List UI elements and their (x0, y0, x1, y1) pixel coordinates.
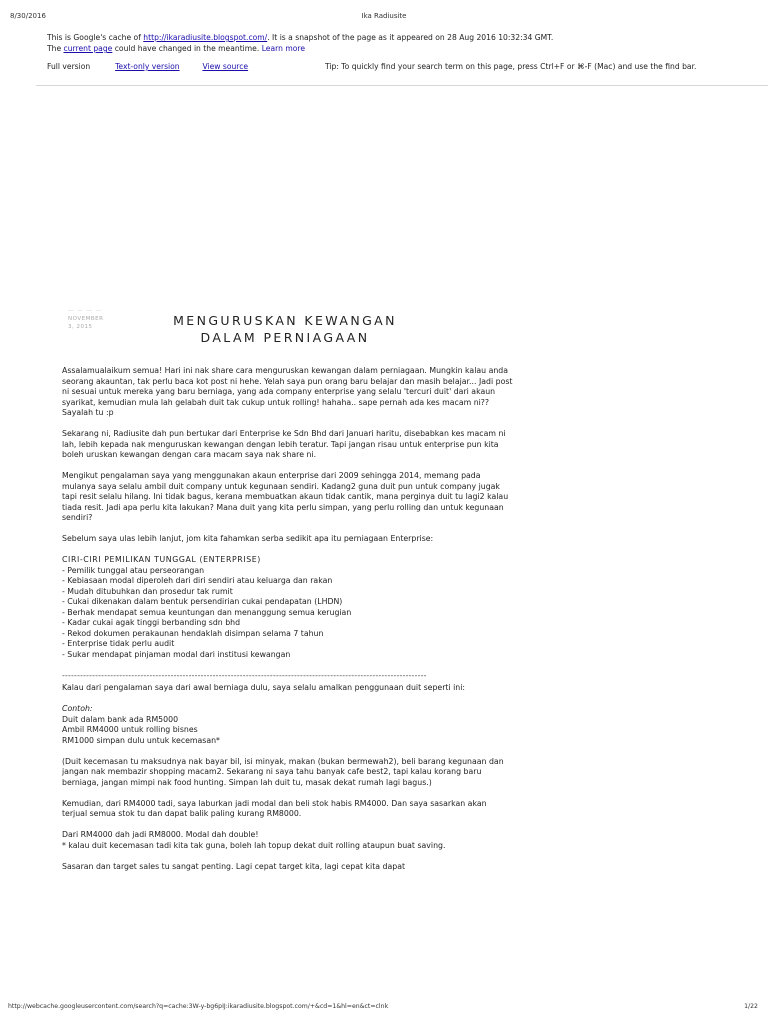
paragraph-usage: Kalau dari pengalaman saya dari awal berniaga dulu, saya selalu amalkan penggunaan duit seperti ini: (62, 683, 466, 692)
current-page-link[interactable]: current page (63, 44, 113, 53)
post-title[interactable] (130, 312, 440, 346)
print-date: 8/30/2016 (10, 12, 46, 20)
learn-more-link[interactable]: Learn more (261, 44, 305, 53)
list-item: - Kebiasaan modal diperoleh dari diri sendiri atau keluarga dan rakan (62, 576, 333, 585)
paragraph-target: Sasaran dan target sales tu sangat penting. Lagi cepat target kita, lagi cepat kita dapat (62, 861, 406, 871)
double-line: Dari RM4000 dah jadi RM8000. Modal dah double! (62, 830, 259, 839)
google-cache-banner (47, 32, 748, 54)
cache-text-snapshot: . It is a snapshot of the page as it appeared on 28 Aug 2016 10:32:34 GMT. (267, 33, 554, 42)
enterprise-list-heading: CIRI-CIRI PEMILIKAN TUNGGAL (ENTERPRISE) (62, 555, 261, 564)
paragraph-experience: Mengikut pengalaman saya yang menggunakan akaun enterprise dari 2009 sehingga 2014, memang pada mulanya saya selalu ambil duit company untuk kegunaan sendiri. Kadang2 guna duit pun untuk company jugak tapi resit selalu hilang. Ini tidak bagus, kerana membuatkan akaun tidak cantik, mana perginya duit tu lagi2 kalau tiada resit. Jadi apa perlu kita lakukan? Mana duit yang kita perlu simpan, yang perlu rolling dan untuk kegunaan sendiri? (62, 471, 509, 522)
banner-divider (36, 85, 768, 86)
cache-text-changed: could have changed in the meantime. (112, 44, 262, 53)
cache-text: This is Google's cache of (47, 33, 144, 42)
list-item: - Enterprise tidak perlu audit (62, 639, 175, 648)
list-item: - Mudah ditubuhkan dan prosedur tak rumit (62, 586, 233, 596)
cached-url-link[interactable]: http://ikaradiusite.blogspot.com/ (143, 33, 268, 42)
list-item: - Berhak mendapat semua keuntungan dan menanggung semua kerugian (62, 607, 352, 617)
post-date-month: NOVEMBER (68, 316, 104, 322)
post-date-day-year: 3, 2015 (68, 324, 93, 330)
example-label: Contoh: (62, 704, 93, 713)
post-date (68, 307, 103, 331)
full-version-label[interactable]: Full version (47, 62, 91, 71)
print-header (0, 0, 768, 24)
list-item: - Sukar mendapat pinjaman modal dari institusi kewangan (62, 649, 291, 659)
cache-versions-row (47, 62, 748, 71)
cache-info-line (47, 32, 748, 43)
list-item: - Rekod dokumen perakaunan hendaklah disimpan selama 7 tahun (62, 628, 324, 638)
find-tip: Tip: To quickly find your search term on this page, press Ctrl+F or ⌘-F (Mac) and use the find bar. (325, 62, 697, 71)
topup-note: * kalau duit kecemasan tadi kita tak guna, boleh lah topup dekat duit rolling ataupun buat saving. (62, 840, 446, 850)
list-item: - Pemilik tunggal atau perseorangan (62, 565, 205, 575)
paragraph-before-list: Sebelum saya ulas lebih lanjut, jom kita fahamkan serba sedikit apa itu perniagaan Enterprise: (62, 534, 434, 543)
list-item: - Kadar cukai agak tinggi berbanding sdn bhd (62, 618, 241, 627)
print-page-number: 1/22 (744, 1003, 758, 1010)
paragraph-double (62, 830, 514, 851)
print-title: Ika Radiusite (361, 12, 407, 20)
dashed-separator: ------------------------------------------------------------------------------------------------------------------------- (62, 670, 427, 680)
post-date-rule: — — — — (68, 308, 103, 314)
text-only-version-link[interactable]: Text-only version (115, 62, 180, 71)
post-title-line1: MENGURUSKAN KEWANGAN (173, 313, 397, 328)
example-line: Duit dalam bank ada RM5000 (62, 714, 179, 724)
paragraph-intro: Assalamualaikum semua! Hari ini nak share cara menguruskan kewangan dalam perniagaan. Mungkin kalau anda seorang akauntan, tak perlu baca kot post ni hehe. Yelah saya pun orang baru belajar dan masih belajar... Jadi post ni sesuai untuk mereka yang baru berniaga, yang ada company enterprise yang selalu 'tercuri duit' dari akaun syarikat, kemudian mula lah gelabah duit tak cukup untuk rolling! hahaha.. sape pernah ada kes macam ni?? Sayalah tu :p (62, 366, 513, 417)
paragraph-invest: Kemudian, dari RM4000 tadi, saya laburkan jadi modal dan beli stok habis RM4000. Dan saya sasarkan akan terjual semua stok tu dan dapat balik paling kurang RM8000. (62, 798, 487, 818)
paragraph-emergency-note: (Duit kecemasan tu maksudnya nak bayar bil, isi minyak, makan (bukan bermewah2), beli barang kegunaan dan jangan nak membazir shopping macam2. Sekarang ni saya tahu banyak cafe best2, tapi kalau korang baru berniaga, jangan mimpi nak food hunting. Simpan lah duit tu, masak dekat rumah lagi bagus.) (62, 756, 504, 787)
print-url: http://webcache.googleusercontent.com/search?q=cache:3W-y-bg6pIJ:ikaradiusite.blogspot.com/+&cd=1&hl=en&ct=clnk (8, 1003, 389, 1010)
cache-text-the: The (47, 44, 64, 53)
print-footer (0, 1003, 768, 1019)
list-item: - Cukai dikenakan dalam bentuk persendirian cukai pendapatan (LHDN) (62, 597, 343, 606)
example-line: RM1000 simpan dulu untuk kecemasan* (62, 735, 220, 745)
paragraph-radiusite: Sekarang ni, Radiusite dah pun bertukar dari Enterprise ke Sdn Bhd dari Januari haritu, disebabkan kes macam ni lah, lebih kepada nak menguruskan kewangan dengan lebih teratur. Tapi jangan risau untuk enterprise pun kita boleh uruskan kewangan dengan cara macam saya nak share ni. (62, 429, 506, 459)
cache-change-line (47, 43, 748, 54)
post-title-line2: DALAM PERNIAGAAN (200, 330, 370, 345)
post-body (62, 366, 514, 883)
example-line: Ambil RM4000 untuk rolling bisnes (62, 725, 198, 734)
view-source-link[interactable]: View source (202, 62, 249, 71)
example-block (62, 715, 514, 747)
enterprise-list (62, 566, 514, 661)
